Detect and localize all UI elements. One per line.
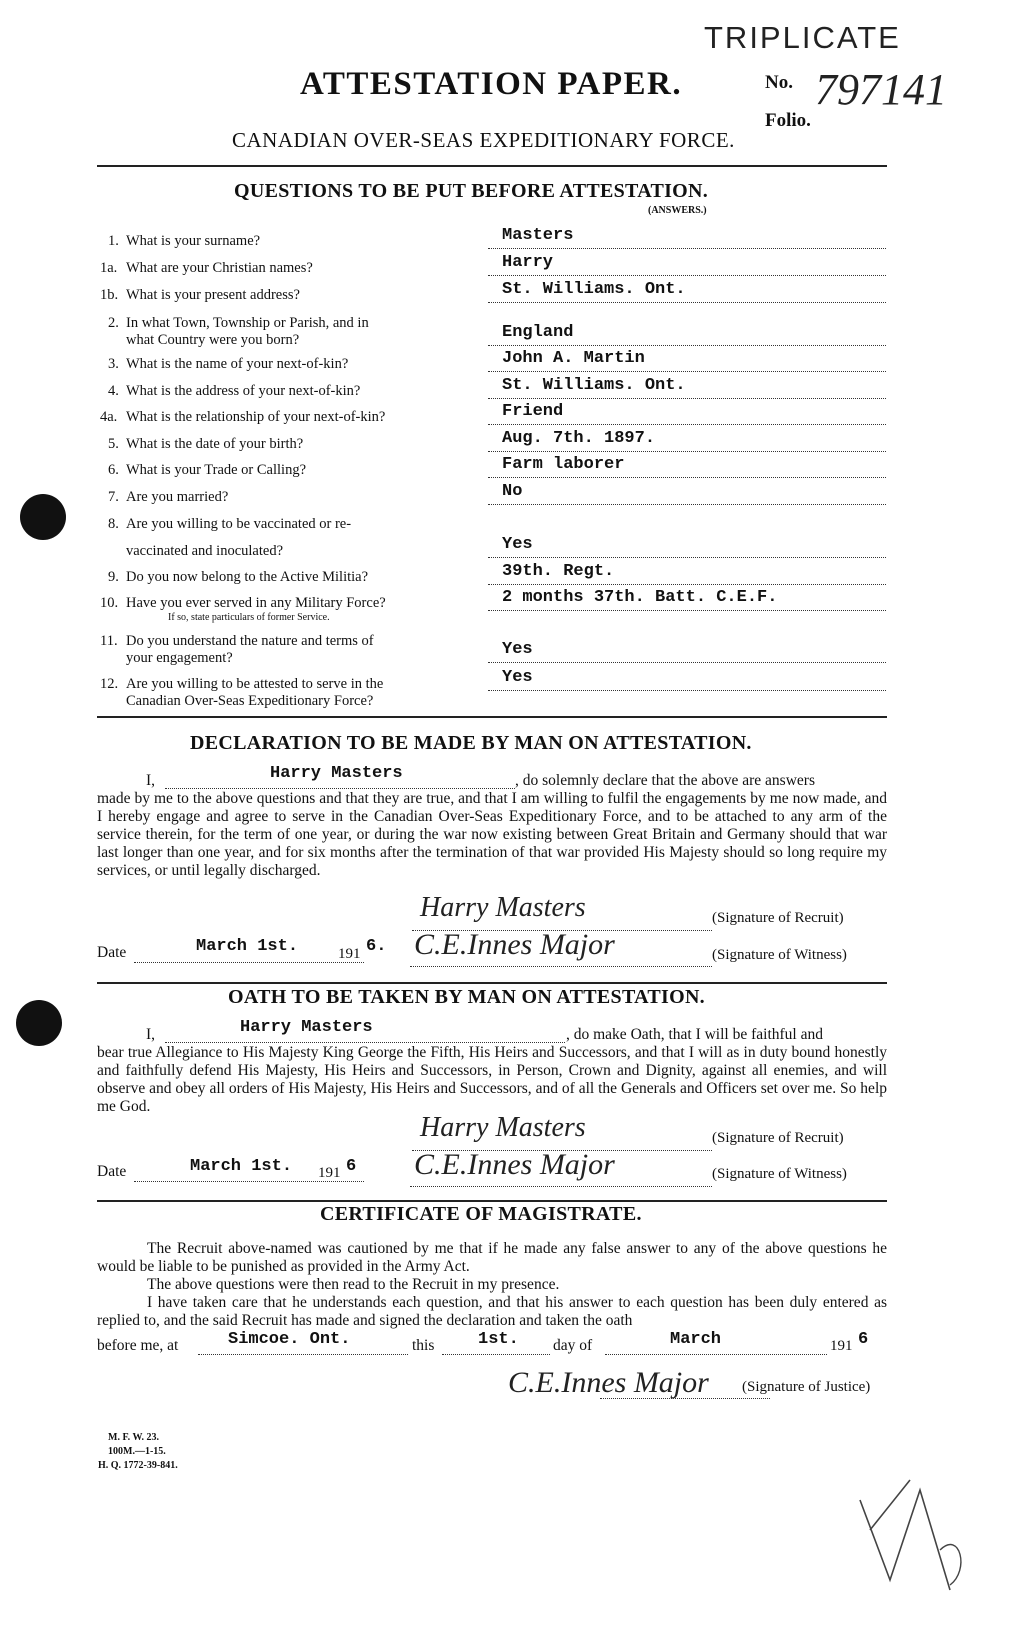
justice-signature: C.E.Innes Major — [508, 1366, 709, 1399]
question-number: 4a. — [100, 409, 118, 425]
question-number: 11. — [100, 633, 118, 649]
form-code-1: M. F. W. 23. — [108, 1432, 160, 1443]
justice-label: (Signature of Justice) — [742, 1379, 871, 1395]
oath-date-label: Date — [97, 1163, 127, 1180]
question-text: Do you understand the nature and terms of — [126, 633, 374, 649]
answer-value: Masters — [502, 226, 574, 245]
certificate-para-2: The above questions were then read to the Recruit in my presence. — [147, 1276, 560, 1293]
answer-line — [488, 275, 886, 276]
punch-hole — [16, 1000, 62, 1046]
triplicate-stamp: TRIPLICATE — [704, 20, 901, 55]
answer-line — [488, 424, 886, 425]
form-code-3: H. Q. 1772-39-841. — [98, 1460, 178, 1471]
declaration-witness-label: (Signature of Witness) — [712, 947, 847, 963]
oath-heading: OATH TO BE TAKEN BY MAN ON ATTESTATION. — [228, 986, 705, 1008]
answer-line — [488, 584, 886, 585]
question-number: 1b. — [100, 287, 119, 303]
answer-line — [488, 557, 886, 558]
pencil-mark — [850, 1460, 990, 1600]
answer-line — [488, 690, 886, 691]
declaration-name: Harry Masters — [270, 764, 403, 783]
divider — [97, 1200, 887, 1202]
certificate-para-1: The Recruit above-named was cautioned by me that if he made any false answer to any of the above questions he would be liable to be punished as provided in the Army Act. — [97, 1240, 887, 1275]
question-number: 7. — [108, 489, 119, 505]
declaration-date: March 1st. — [196, 937, 299, 956]
answers-label: (ANSWERS.) — [648, 205, 707, 216]
answer-value: John A. Martin — [502, 349, 645, 368]
signature-line — [410, 966, 712, 967]
day-of-label: day of — [553, 1337, 593, 1354]
answer-value: Farm laborer — [502, 455, 625, 474]
declaration-recruit-label: (Signature of Recruit) — [712, 910, 844, 926]
declaration-year-digit: 6. — [366, 937, 387, 956]
answer-value: 39th. Regt. — [502, 562, 615, 581]
question-text: Do you now belong to the Active Militia? — [126, 569, 369, 585]
answer-value: England — [502, 323, 574, 342]
oath-line1-tail: , do make Oath, that I will be faithful and — [566, 1026, 823, 1043]
declaration-witness-signature: C.E.Innes Major — [414, 928, 615, 961]
question-number: 1. — [108, 233, 119, 249]
question-number: 2. — [108, 315, 119, 331]
answer-line — [488, 451, 886, 452]
oath-name-line — [165, 1042, 565, 1043]
question-text: Are you willing to be attested to serve in the — [126, 676, 384, 692]
oath-year-digit: 6 — [346, 1157, 357, 1176]
divider — [97, 716, 887, 718]
date-line — [134, 962, 364, 963]
question-text-line2: what Country were you born? — [126, 332, 300, 348]
declaration-recruit-signature: Harry Masters — [420, 892, 586, 923]
form-code-2: 100M.—1-15. — [108, 1446, 166, 1457]
declaration-year-prefix: 191 — [338, 946, 361, 962]
answer-line — [488, 662, 886, 663]
punch-hole — [20, 494, 66, 540]
question-text-line2: Canadian Over-Seas Expeditionary Force? — [126, 693, 374, 709]
oath-recruit-signature: Harry Masters — [420, 1112, 586, 1143]
oath-date: March 1st. — [190, 1157, 293, 1176]
declaration-name-line — [165, 788, 515, 789]
month-line — [605, 1354, 827, 1355]
page-title: ATTESTATION PAPER. — [300, 66, 683, 102]
answer-value: No — [502, 482, 523, 501]
before-me-label: before me, at — [97, 1337, 179, 1354]
question-number: 9. — [108, 569, 119, 585]
signature-line — [410, 1186, 712, 1187]
question-text: What is your Trade or Calling? — [126, 462, 307, 478]
answer-line — [488, 477, 886, 478]
oath-witness-label: (Signature of Witness) — [712, 1166, 847, 1182]
question-text: In what Town, Township or Parish, and in — [126, 315, 369, 331]
answer-value: Harry — [502, 253, 554, 272]
question-number: 12. — [100, 676, 119, 692]
question-text-line2: If so, state particulars of former Service. — [168, 612, 330, 623]
magistrate-month: March — [670, 1330, 722, 1349]
question-text: What is your present address? — [126, 287, 300, 303]
place-line — [198, 1354, 408, 1355]
answer-line — [488, 248, 886, 249]
question-text-line2: vaccinated and inoculated? — [126, 543, 284, 559]
question-text: What is the relationship of your next-of-kin? — [126, 409, 386, 425]
declaration-date-label: Date — [97, 944, 127, 961]
answer-value: 2 months 37th. Batt. C.E.F. — [502, 588, 778, 607]
question-number: 10. — [100, 595, 119, 611]
answer-value: Aug. 7th. 1897. — [502, 429, 656, 448]
answer-value: Yes — [502, 535, 533, 554]
answer-line — [488, 504, 886, 505]
question-number: 6. — [108, 462, 119, 478]
answer-value: Yes — [502, 668, 533, 687]
question-text: What are your Christian names? — [126, 260, 313, 276]
answer-line — [488, 302, 886, 303]
this-label: this — [412, 1337, 435, 1354]
answer-value: St. Williams. Ont. — [502, 280, 686, 299]
answer-line — [488, 398, 886, 399]
oath-text: bear true Allegiance to His Majesty King George the Fifth, His Heirs and Successors, and that I will as in duty bound honestly and faithfully defend His Majesty, His Heirs and Successors, in Person, Crown and Dignity, against all enemies, and will observe and obey all orders of His Majesty, His Heirs and Successors, and of all the Generals and Officers set over me. So help me God. — [97, 1044, 887, 1115]
answer-value: Yes — [502, 640, 533, 659]
magistrate-year-prefix: 191 — [830, 1338, 853, 1354]
question-text: What is your surname? — [126, 233, 261, 249]
folio-label: Folio. — [765, 110, 811, 131]
oath-recruit-label: (Signature of Recruit) — [712, 1130, 844, 1146]
certificate-heading: CERTIFICATE OF MAGISTRATE. — [320, 1203, 642, 1225]
question-text: Are you willing to be vaccinated or re- — [126, 516, 352, 532]
oath-name: Harry Masters — [240, 1018, 373, 1037]
answer-value: St. Williams. Ont. — [502, 376, 686, 395]
divider — [97, 165, 887, 167]
declaration-heading: DECLARATION TO BE MADE BY MAN ON ATTESTATION. — [190, 732, 752, 754]
answer-line — [488, 371, 886, 372]
declaration-line1-tail: , do solemnly declare that the above are answers — [515, 772, 815, 789]
questions-heading: QUESTIONS TO BE PUT BEFORE ATTESTATION. — [234, 180, 709, 202]
form-subtitle: CANADIAN OVER-SEAS EXPEDITIONARY FORCE. — [232, 128, 735, 152]
oath-witness-signature: C.E.Innes Major — [414, 1148, 615, 1181]
question-text: What is the date of your birth? — [126, 436, 304, 452]
question-number: 5. — [108, 436, 119, 452]
question-number: 1a. — [100, 260, 118, 276]
answer-line — [488, 610, 886, 611]
regimental-number: 797141 — [815, 65, 947, 114]
question-text: What is the address of your next-of-kin? — [126, 383, 361, 399]
question-number: 8. — [108, 516, 119, 532]
magistrate-year-digit: 6 — [858, 1330, 869, 1349]
declaration-text: made by me to the above questions and that they are true, and that I am willing to fulfil the engagements by me now made, and I hereby engage and agree to serve in the Canadian Over-Seas Expeditionary Force, and to be attached to any arm of the service therein, for the term of one year, or during the war now existing between Great Britain and Germany should that war last longer than one year, and for six months after the termination of that war provided His Majesty should so long require my services, or until legally discharged. — [97, 790, 887, 879]
question-text: Are you married? — [126, 489, 229, 505]
number-label: No. — [765, 72, 793, 93]
oath-year-prefix: 191 — [318, 1165, 341, 1181]
magistrate-place: Simcoe. Ont. — [228, 1330, 351, 1349]
divider — [97, 982, 887, 984]
question-text: Have you ever served in any Military Force? — [126, 595, 386, 611]
declaration-i: I, — [146, 772, 156, 789]
magistrate-day: 1st. — [478, 1330, 519, 1349]
answer-value: Friend — [502, 402, 564, 421]
oath-i: I, — [146, 1026, 156, 1043]
question-number: 4. — [108, 383, 119, 399]
question-text-line2: your engagement? — [126, 650, 233, 666]
answer-line — [488, 345, 886, 346]
signature-line — [600, 1398, 770, 1399]
question-number: 3. — [108, 356, 119, 372]
day-line — [442, 1354, 550, 1355]
question-text: What is the name of your next-of-kin? — [126, 356, 349, 372]
certificate-para-3: I have taken care that he understands each question, and that his answer to each question has been duly entered as replied to, and the said Recruit has made and signed the declaration and taken the oath — [97, 1294, 887, 1329]
